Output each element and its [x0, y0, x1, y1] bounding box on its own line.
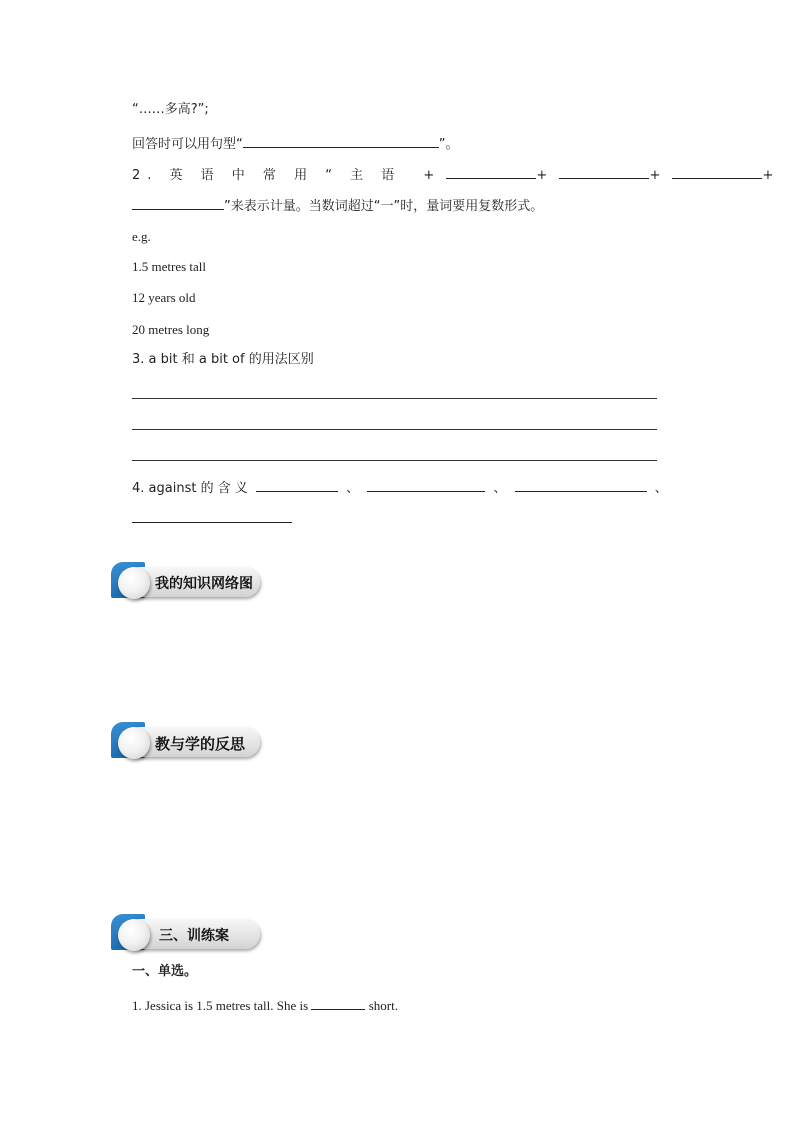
q4-blank-4[interactable]	[132, 508, 292, 523]
section-title: 三、训练案	[159, 928, 229, 944]
q4-blank-2[interactable]	[367, 477, 485, 492]
q4-blank-3[interactable]	[515, 477, 647, 492]
exercise-q1-prefix: 1. Jessica is 1.5 metres tall. She is	[132, 998, 309, 1013]
q4-sep: 、	[654, 481, 668, 496]
section-circle-icon	[118, 727, 150, 759]
q1-prefix: 回答时可以用句型“	[132, 137, 243, 152]
q2-plus-4: +	[762, 168, 774, 183]
q4-blank-1[interactable]	[256, 477, 338, 492]
question-2-line-1	[132, 164, 773, 185]
q2-blank-3[interactable]	[672, 164, 762, 179]
answer-line[interactable]	[132, 460, 657, 461]
q2-plus-1: +	[423, 168, 435, 183]
q2-plus-2: +	[536, 168, 548, 183]
q4-sep: 、	[493, 481, 507, 496]
q2-prefix: 2. 英 语 中 常 用 “ 主 语	[132, 168, 402, 183]
q2-blank-1[interactable]	[446, 164, 536, 179]
exercise-q1-blank[interactable]	[311, 995, 365, 1010]
exercise-q1-suffix: short.	[368, 998, 398, 1013]
example-item: 20 metres long	[132, 322, 210, 337]
question-2-line-2	[132, 195, 543, 216]
answer-line[interactable]	[132, 429, 657, 430]
q1-suffix: ”。	[438, 137, 459, 152]
section-knowledge-map	[111, 562, 263, 602]
section-title: 我的知识网络图	[155, 576, 253, 592]
question-1-line-1: “……多高?”;	[132, 102, 209, 117]
section-circle-icon	[118, 567, 150, 599]
answer-line[interactable]	[132, 398, 657, 399]
question-3: 3. a bit 和 a bit of 的用法区别	[132, 352, 314, 367]
q4-prefix: 4. against 的 含 义	[132, 481, 248, 496]
exercise-question-1	[132, 995, 398, 1015]
example-label: e.g.	[132, 229, 151, 244]
q2-blank-4[interactable]	[132, 195, 224, 210]
q2-plus-3: +	[649, 168, 661, 183]
section-title: 教与学的反思	[155, 735, 246, 753]
question-1-line-2	[132, 133, 459, 154]
question-4-line-2	[132, 508, 292, 528]
section-training	[111, 914, 263, 954]
section-reflection	[111, 722, 263, 762]
q4-sep: 、	[346, 481, 360, 496]
example-item: 12 years old	[132, 290, 196, 305]
section-circle-icon	[118, 919, 150, 951]
exercise-heading: 一、单选。	[132, 964, 198, 979]
question-4-line-1	[132, 477, 668, 498]
q2-suffix: ”来表示计量。当数词超过“一”时，量词要用复数形式。	[224, 199, 544, 214]
q1-answer-blank[interactable]	[243, 133, 439, 148]
q2-blank-2[interactable]	[559, 164, 649, 179]
example-item: 1.5 metres tall	[132, 259, 207, 274]
